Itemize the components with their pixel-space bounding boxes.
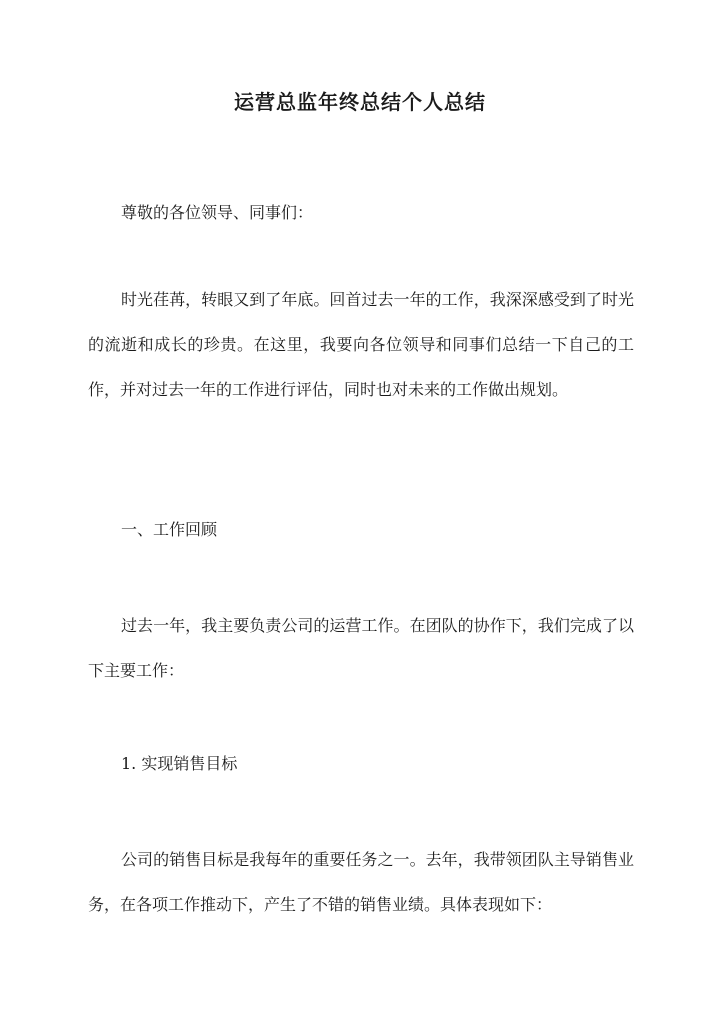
item-heading-sales-target: 1. 实现销售目标 <box>121 754 238 773</box>
review-paragraph: 过去一年，我主要负责公司的运营工作。在团队的协作下，我们完成了以下主要工作： <box>88 616 634 680</box>
greeting-line: 尊敬的各位领导、同事们： <box>121 203 314 222</box>
section-heading-work-review: 一、工作回顾 <box>121 520 218 539</box>
intro-paragraph: 时光荏苒，转眼又到了年底。回首过去一年的工作，我深深感受到了时光的流逝和成长的珍贵。在这里，我要向各位领导和同事们总结一下自己的工作，并对过去一年的工作进行评估，同时也对未来的工作做出规划。 <box>88 290 634 399</box>
sales-paragraph: 公司的销售目标是我每年的重要任务之一。去年，我带领团队主导销售业务，在各项工作推动下，产生了不错的销售业绩。具体表现如下： <box>88 850 634 914</box>
document-title: 运营总监年终总结个人总结 <box>234 90 486 114</box>
